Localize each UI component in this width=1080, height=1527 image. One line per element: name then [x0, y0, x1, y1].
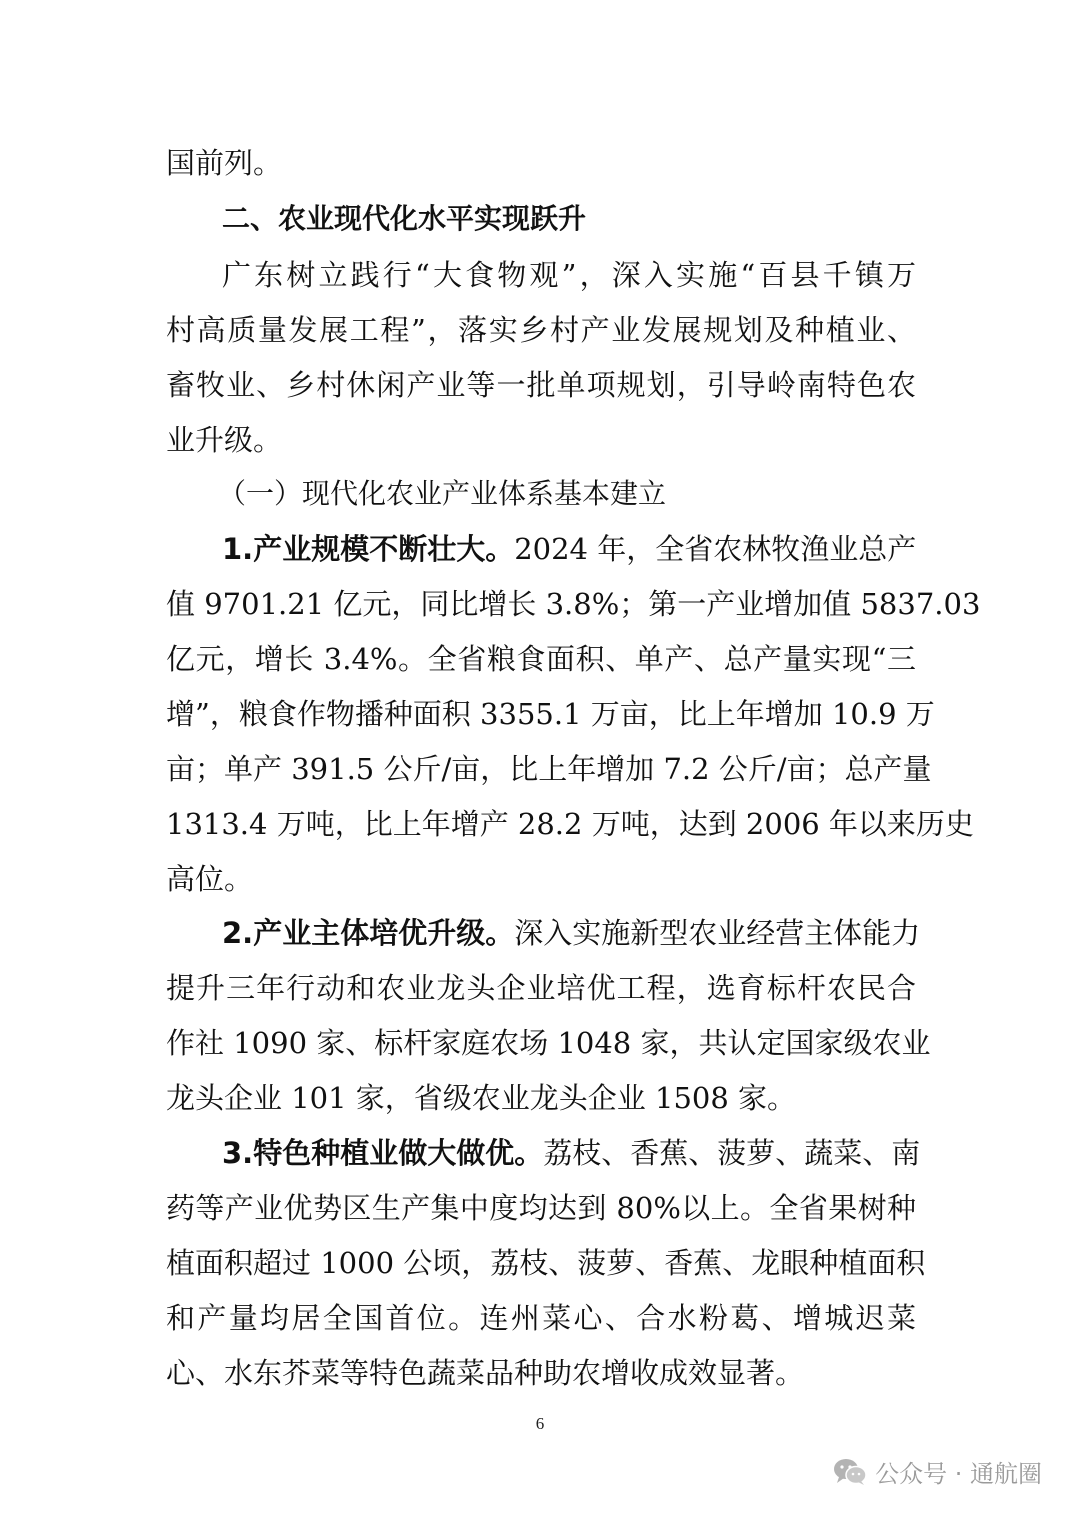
item-title: 2.产业主体培优升级。: [222, 916, 515, 950]
line-text: 药等产业优势区生产集中度均达到 80%以上。全省果树种: [166, 1191, 916, 1225]
text-line: [222, 1133, 921, 1173]
text-line: [166, 1298, 916, 1338]
text-line: [166, 1023, 931, 1063]
text-line: [166, 804, 974, 844]
text-line: [222, 255, 916, 295]
text-line: [166, 749, 932, 789]
line-text: 村高质量发展工程”，落实乡村产业发展规划及种植业、: [166, 313, 916, 347]
line-text: 植面积超过 1000 公顷，荔枝、菠萝、香蕉、龙眼种植面积: [166, 1246, 926, 1280]
text-line: [166, 1353, 916, 1393]
line-text: 业升级。: [166, 423, 283, 457]
text-line: [166, 639, 916, 679]
line-text: 深入实施新型农业经营主体能力: [514, 916, 921, 950]
line-text: 荔枝、香蕉、菠萝、蔬菜、南: [543, 1136, 921, 1170]
line-text: 亿元，增长 3.4%。全省粮食面积、单产、总产量实现“三: [166, 642, 916, 676]
section-heading: [222, 199, 722, 239]
line-text: 增”，粮食作物播种面积 3355.1 万亩，比上年增加 10.9 万: [166, 697, 935, 731]
text-line: [166, 143, 916, 183]
subsection-heading: [218, 474, 738, 514]
line-text: 高位。: [166, 862, 254, 896]
page-number: 6: [535, 1414, 545, 1433]
text-line: [166, 694, 935, 734]
heading-text: 二、农业现代化水平实现跃升: [222, 202, 587, 235]
subheading-text: （一）现代化农业产业体系基本建立: [218, 477, 667, 510]
line-text: 提升三年行动和农业龙头企业培优工程，选育标杆农民合: [166, 971, 916, 1005]
text-line: [166, 365, 916, 405]
line-text: 心、水东芥菜等特色蔬菜品种助农增收成效显著。: [166, 1356, 805, 1390]
item-title: 1.产业规模不断壮大。: [222, 532, 515, 566]
text-line: [166, 859, 916, 899]
line-text: 值 9701.21 亿元，同比增长 3.8%；第一产业增加值 5837.03: [166, 587, 981, 621]
line-text: 国前列。: [166, 146, 283, 180]
watermark: [833, 1454, 1042, 1489]
text-line: [166, 968, 916, 1008]
text-line: [166, 1188, 916, 1228]
line-text: 亩；单产 391.5 公斤/亩，比上年增加 7.2 公斤/亩；总产量: [166, 752, 932, 786]
text-line: [166, 584, 981, 624]
text-line: [222, 913, 921, 953]
text-line: [166, 1078, 916, 1118]
line-text: 龙头企业 101 家，省级农业龙头企业 1508 家。: [166, 1081, 797, 1115]
line-text: 2024 年，全省农林牧渔业总产: [514, 532, 917, 566]
line-text: 和产量均居全国首位。连州菜心、合水粉葛、增城迟菜: [166, 1301, 916, 1335]
watermark-text: 公众号 · 通航圈: [875, 1460, 1042, 1488]
wechat-icon: [833, 1458, 867, 1486]
line-text: 1313.4 万吨，比上年增产 28.2 万吨，达到 2006 年以来历史: [166, 807, 974, 841]
item-title: 3.特色种植业做大做优。: [222, 1136, 544, 1170]
text-line: [166, 1243, 926, 1283]
line-text: 广东树立践行“大食物观”，深入实施“百县千镇万: [222, 258, 916, 292]
line-text: 作社 1090 家、标杆家庭农场 1048 家，共认定国家级农业: [166, 1026, 931, 1060]
text-line: [166, 310, 916, 350]
text-line: [166, 420, 916, 460]
text-line: [222, 529, 916, 569]
line-text: 畜牧业、乡村休闲产业等一批单项规划，引导岭南特色农: [166, 368, 916, 402]
